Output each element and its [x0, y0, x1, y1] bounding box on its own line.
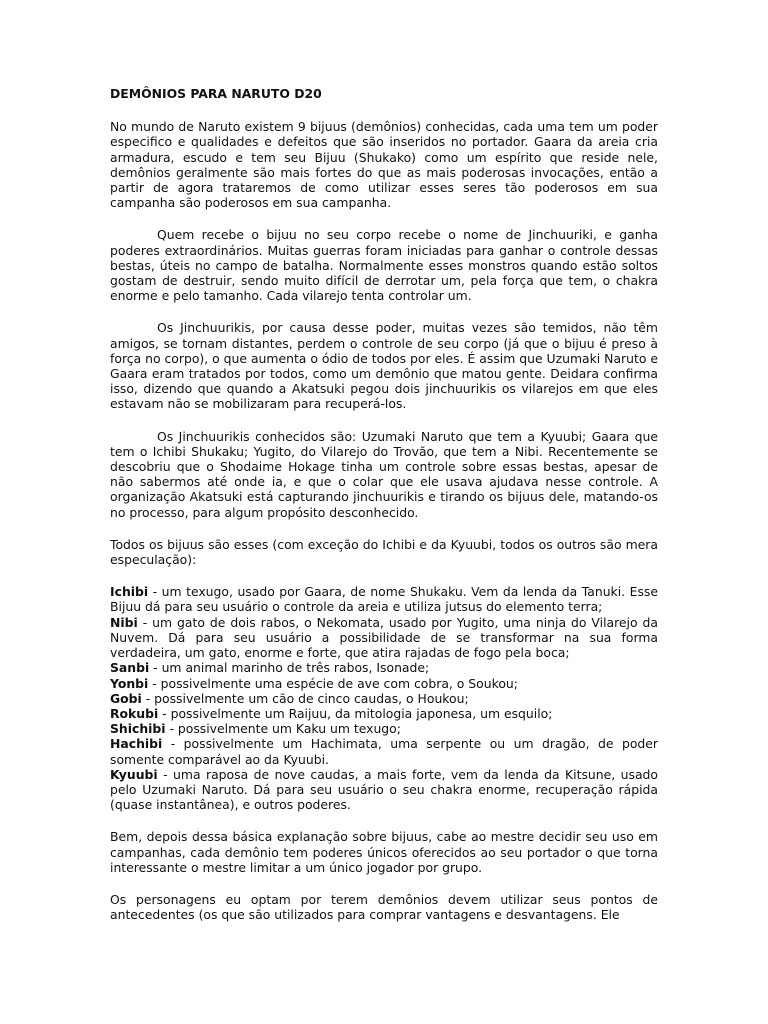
document-title: DEMÔNIOS PARA NARUTO D20 [110, 86, 322, 101]
document-page [110, 86, 658, 939]
bijuu-description: - possivelmente um Kaku um texugo; [165, 721, 401, 737]
list-item [110, 721, 658, 736]
bijuu-description: - possivelmente um Raijuu, da mitologia japonesa, um esquilo; [158, 705, 553, 721]
paragraph-jinchuuriki: Quem recebe o bijuu no seu corpo recebe o nome de Jinchuuriki, e ganha poderes extraordinários. Muitas guerras foram iniciadas para ganhar o controle dessas bestas, úteis no campo de batalha. Normalmente esses monstros quando estão soltos gostam de destruir, sendo muito difícil de derrotar um, pela força que tem, o chakra enorme e pelo tamanho. Cada vilarejo tenta controlar um. [110, 227, 658, 304]
list-item [110, 660, 658, 675]
bijuu-description: - uma raposa de nove caudas, a mais forte, vem da lenda da Kitsune, usado pelo Uzumaki Naruto. Dá para seu usuário o seu chakra enorme, recuperação rápida (quase instantânea), e outros poderes. [110, 766, 658, 813]
paragraph-closing: Bem, depois dessa básica explanação sobre bijuus, cabe ao mestre decidir seu uso em campanhas, cada demônio tem poderes únicos oferecidos ao seu portador o que torna interessante o mestre limitar a um único jogador por grupo. [110, 829, 658, 875]
bijuu-description: - possivelmente um Hachimata, uma serpente ou um dragão, de poder somente comparável ao da Kyuubi. [110, 736, 658, 767]
bijuu-name: Nibi [110, 614, 138, 630]
bijuu-description: - um texugo, usado por Gaara, de nome Shukaku. Vem da lenda da Tanuki. Esse Bijuu dá para seu usuário o controle da areia e utiliza jutsus do elemento terra; [110, 584, 658, 615]
list-item [110, 676, 658, 691]
list-item [110, 615, 658, 661]
paragraph-bijuu-list-intro: Todos os bijuus são esses (com exceção do Ichibi e da Kyuubi, todos os outros são mera especulação): [110, 536, 658, 568]
bijuu-description: - um gato de dois rabos, o Nekomata, usado por Yugito, uma ninja do Vilarejo da Nuvem. Dá para seu usuário a possibilidade de se transformar na sua forma verdadeira, um gato, enorme e forte, que atira rajadas de fogo pela boca; [110, 614, 658, 661]
bijuu-description: - possivelmente um cão de cinco caudas, o Houkou; [141, 690, 469, 706]
list-item [110, 706, 658, 721]
bijuu-description: - um animal marinho de três rabos, Isonade; [149, 660, 430, 676]
paragraph-intro: No mundo de Naruto existem 9 bijuus (demônios) conhecidas, cada uma tem um poder especifico e qualidades e defeitos que são inseridos no portador. Gaara da areia cria armadura, escudo e tem seu Bijuu (Shukako) como um espírito que reside nele, demônios geralmente são mais fortes do que as mais poderosas invocações, então a partir de agora trataremos de como utilizar esses seres tão poderosos em sua campanha são poderosos em sua campanha. [110, 119, 658, 211]
bijuu-name: Rokubi [110, 705, 159, 721]
paragraph-antecedents: Os personagens eu optam por terem demônios devem utilizar seus pontos de antecedentes (os que são utilizados para comprar vantagens e desvantagens. Ele [110, 891, 658, 923]
list-item [110, 691, 658, 706]
bijuu-name: Gobi [110, 690, 142, 706]
paragraph-feared: Os Jinchuurikis, por causa desse poder, muitas vezes são temidos, não têm amigos, se tornam distantes, perdem o controle de seu corpo (já que o bijuu é preso à força no corpo), o que aumenta o ódio de todos por eles. É assim que Uzumaki Naruto e Gaara eram tratados por todos, como um demônio que matou gente. Deidara confirma isso, dizendo que quando a Akatsuki pegou dois jinchuurikis os vilarejos em que eles estavam não se mobilizaram para recuperá-los. [110, 320, 658, 412]
bijuu-name: Yonbi [110, 675, 149, 691]
bijuu-list [110, 584, 658, 812]
list-item [110, 736, 658, 766]
bijuu-name: Shichibi [110, 721, 166, 737]
bijuu-name: Ichibi [110, 584, 149, 600]
list-item [110, 767, 658, 813]
paragraph-known-jinchuurikis: Os Jinchuurikis conhecidos são: Uzumaki Naruto que tem a Kyuubi; Gaara que tem o Ichibi Shukaku; Yugito, do Vilarejo do Trovão, que tem a Nibi. Recentemente se descobriu que o Shodaime Hokage tinha um controle sobre essas bestas, apesar de não sabermos até onde ia, e que o colar que ele usava ajudava nesse controle. A organização Akatsuki está capturando jinchuurikis e tirando os bijuus dele, matando-os no processo, para algum propósito desconhecido. [110, 428, 658, 520]
bijuu-name: Sanbi [110, 660, 150, 676]
bijuu-description: - possivelmente uma espécie de ave com cobra, o Soukou; [148, 675, 518, 691]
list-item [110, 584, 658, 614]
bijuu-name: Hachibi [110, 736, 163, 752]
bijuu-name: Kyuubi [110, 766, 158, 782]
